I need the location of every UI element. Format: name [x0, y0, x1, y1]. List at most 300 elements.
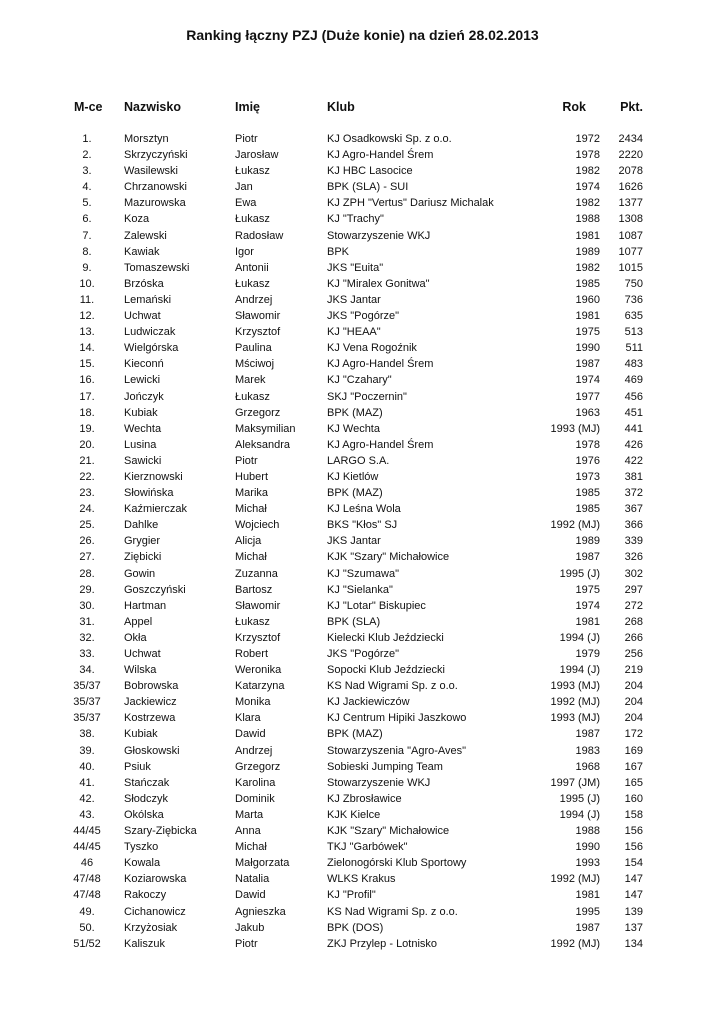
row-place: 26.: [79, 535, 95, 548]
row-first-name: Piotr: [235, 937, 258, 950]
row-club: KJ "Sielanka": [327, 583, 393, 596]
table-row: [0, 726, 725, 742]
row-first-name: Bartosz: [235, 583, 273, 596]
table-row: [0, 147, 725, 163]
row-first-name: Maksymilian: [235, 422, 296, 435]
table-row: [0, 211, 725, 227]
row-first-name: Jakub: [235, 921, 265, 934]
row-club: KJ "Lotar" Biskupiec: [327, 599, 426, 612]
row-points: 167: [624, 760, 643, 773]
row-first-name: Dawid: [235, 728, 266, 741]
row-place: 41.: [79, 776, 95, 789]
row-points: 511: [625, 342, 643, 355]
table-row: [0, 614, 725, 630]
row-points: 204: [624, 712, 643, 725]
row-points: 1626: [618, 181, 643, 194]
row-year: 1975: [575, 583, 600, 596]
row-points: 256: [624, 648, 643, 660]
row-year: 1974: [575, 181, 600, 194]
row-first-name: Michał: [235, 841, 267, 854]
table-row: [0, 662, 725, 678]
row-club: BPK (MAZ): [327, 728, 383, 741]
row-year: 1992 (MJ): [550, 696, 600, 709]
row-place: 51/52: [73, 937, 101, 950]
row-club: KJ Agro-Handel Śrem: [327, 438, 434, 451]
row-last-name: Stańczak: [124, 776, 170, 789]
row-year: 1981: [575, 615, 600, 628]
row-last-name: Tomaszewski: [124, 261, 190, 274]
row-place: 15.: [79, 358, 95, 371]
row-last-name: Kowala: [124, 857, 161, 870]
table-row: [0, 292, 725, 308]
row-club: KJ Agro-Handel Śrem: [327, 149, 434, 162]
row-points: 147: [624, 889, 643, 902]
table-row: [0, 453, 725, 469]
row-points: 266: [624, 631, 643, 644]
row-last-name: Chrzanowski: [124, 181, 187, 194]
row-place: 23.: [79, 487, 95, 500]
row-club: Stowarzyszenie WKJ: [327, 776, 431, 789]
table-row: [0, 710, 725, 726]
row-year: 1993 (MJ): [550, 422, 600, 435]
row-last-name: Koza: [124, 213, 150, 226]
row-last-name: Ziębicki: [124, 551, 162, 564]
row-last-name: Brzóska: [124, 277, 164, 290]
row-club: KJ Osadkowski Sp. z o.o.: [327, 133, 452, 145]
table-row: [0, 485, 725, 501]
table-row: [0, 630, 725, 646]
row-points: 139: [624, 905, 643, 918]
row-year: 1973: [575, 470, 600, 483]
table-row: [0, 533, 725, 549]
row-first-name: Marika: [235, 487, 269, 500]
row-place: 22.: [79, 470, 95, 483]
row-first-name: Piotr: [235, 133, 258, 145]
table-row: [0, 405, 725, 421]
row-club: KJ "Trachy": [327, 213, 384, 226]
row-last-name: Jackiewicz: [124, 696, 177, 709]
row-club: KJ "Profil": [327, 889, 376, 902]
row-points: 158: [624, 808, 643, 821]
row-last-name: Kubiak: [124, 406, 158, 419]
row-first-name: Marta: [235, 808, 264, 821]
row-place: 24.: [79, 503, 95, 516]
row-first-name: Sławomir: [235, 599, 281, 612]
row-last-name: Wielgórska: [124, 342, 179, 355]
row-place: 18.: [79, 406, 95, 419]
row-last-name: Ludwiczak: [124, 326, 176, 339]
row-year: 1987: [575, 551, 600, 564]
row-last-name: Kaliszuk: [124, 937, 165, 950]
row-points: 456: [624, 390, 643, 403]
row-last-name: Głoskowski: [124, 744, 180, 757]
row-place: 35/37: [73, 680, 101, 693]
table-row: [0, 694, 725, 710]
row-place: 47/48: [73, 873, 101, 886]
row-last-name: Wechta: [124, 422, 162, 435]
row-year: 1975: [575, 326, 600, 339]
row-year: 1982: [575, 165, 600, 178]
row-club: TKJ "Garbówek": [327, 841, 408, 854]
row-last-name: Lusina: [124, 438, 157, 451]
row-points: 2434: [618, 133, 643, 145]
row-last-name: Kaźmierczak: [124, 503, 187, 516]
row-year: 1990: [575, 841, 600, 854]
row-year: 1994 (J): [559, 631, 600, 644]
row-points: 134: [624, 937, 643, 950]
row-club: KJ Centrum Hipiki Jaszkowo: [327, 712, 467, 725]
row-last-name: Sawicki: [124, 454, 162, 467]
row-points: 172: [624, 728, 643, 741]
row-club: JKS "Pogórze": [327, 648, 400, 660]
row-year: 1995 (J): [559, 792, 600, 805]
table-row: [0, 276, 725, 292]
row-first-name: Krzysztof: [235, 326, 281, 339]
row-club: KJ Vena Rogoźnik: [327, 342, 417, 355]
row-club: JKS Jantar: [327, 293, 381, 306]
row-points: 297: [624, 583, 643, 596]
row-year: 1982: [575, 261, 600, 274]
table-row: [0, 646, 725, 662]
row-year: 1988: [575, 825, 600, 838]
row-place: 32.: [79, 631, 95, 644]
table-row: [0, 244, 725, 260]
header-club: Klub: [327, 100, 355, 114]
row-first-name: Dawid: [235, 889, 266, 902]
row-last-name: Wasilewski: [124, 165, 178, 178]
row-club: KJ Wechta: [327, 422, 380, 435]
row-last-name: Jończyk: [124, 390, 164, 403]
row-place: 6.: [82, 213, 92, 226]
row-last-name: Dahlke: [124, 519, 159, 532]
row-club: KJ Kietlów: [327, 470, 379, 483]
row-points: 426: [624, 438, 643, 451]
table-row: [0, 260, 725, 276]
row-points: 219: [624, 664, 643, 677]
row-first-name: Monika: [235, 696, 271, 709]
row-last-name: Kieconń: [124, 358, 164, 371]
row-first-name: Alicja: [235, 535, 262, 548]
row-year: 1978: [575, 438, 600, 451]
row-place: 46: [80, 857, 94, 870]
row-place: 38.: [79, 728, 95, 741]
row-club: KJ Leśna Wola: [327, 503, 401, 516]
row-first-name: Jarosław: [235, 149, 279, 162]
row-first-name: Michał: [235, 503, 267, 516]
row-first-name: Aleksandra: [235, 438, 291, 451]
row-first-name: Marek: [235, 374, 266, 387]
row-place: 49.: [79, 905, 95, 918]
row-last-name: Szary-Ziębicka: [124, 825, 197, 838]
row-first-name: Karolina: [235, 776, 276, 789]
header-place: M-ce: [74, 100, 103, 114]
row-points: 268: [624, 615, 643, 628]
row-club: KJK "Szary" Michałowice: [327, 825, 450, 838]
row-year: 1993 (MJ): [550, 712, 600, 725]
row-first-name: Grzegorz: [235, 760, 281, 773]
row-last-name: Wilska: [124, 664, 157, 677]
row-place: 19.: [79, 422, 95, 435]
table-row: [0, 549, 725, 565]
row-place: 28.: [79, 567, 95, 580]
row-place: 10.: [79, 277, 95, 290]
row-year: 1995 (J): [559, 567, 600, 580]
header-points: Pkt.: [620, 100, 643, 114]
row-year: 1985: [575, 503, 600, 516]
table-row: [0, 871, 725, 887]
row-first-name: Jan: [235, 181, 253, 194]
row-place: 11.: [79, 293, 95, 306]
row-points: 736: [624, 293, 643, 306]
row-year: 1993: [575, 857, 600, 870]
row-club: BPK (SLA): [327, 615, 381, 628]
row-year: 1982: [575, 197, 600, 210]
row-last-name: Lewicki: [124, 374, 161, 387]
row-place: 4.: [82, 181, 92, 194]
table-row: [0, 743, 725, 759]
row-club: KJ ZPH "Vertus" Dariusz Michalak: [327, 197, 494, 210]
row-last-name: Tyszko: [124, 841, 159, 854]
table-row: [0, 807, 725, 823]
row-year: 1987: [575, 358, 600, 371]
row-first-name: Michał: [235, 551, 267, 564]
row-year: 1983: [575, 744, 600, 757]
row-points: 451: [624, 406, 643, 419]
row-club: BPK: [327, 245, 350, 258]
row-place: 39.: [79, 744, 95, 757]
row-club: KJ "HEAA": [327, 326, 381, 339]
table-row: [0, 389, 725, 405]
table-row: [0, 501, 725, 517]
row-place: 30.: [79, 599, 95, 612]
table-row: [0, 887, 725, 903]
row-club: BPK (MAZ): [327, 487, 383, 500]
row-points: 169: [624, 744, 643, 757]
row-points: 635: [624, 310, 643, 323]
row-last-name: Uchwat: [124, 310, 161, 323]
table-row: [0, 839, 725, 855]
row-points: 137: [624, 921, 643, 934]
table-row: [0, 163, 725, 179]
table-row: [0, 437, 725, 453]
row-club: KJ Agro-Handel Śrem: [327, 358, 434, 371]
row-place: 17.: [79, 390, 95, 403]
row-first-name: Igor: [235, 245, 254, 258]
row-first-name: Małgorzata: [235, 857, 290, 870]
row-last-name: Kubiak: [124, 728, 158, 741]
row-last-name: Appel: [124, 615, 153, 628]
row-year: 1974: [575, 599, 600, 612]
row-first-name: Sławomir: [235, 310, 281, 323]
row-year: 1994 (J): [559, 808, 600, 821]
row-points: 154: [624, 857, 643, 870]
row-year: 1985: [575, 487, 600, 500]
row-points: 2078: [618, 165, 643, 178]
row-place: 3.: [82, 165, 92, 178]
row-place: 12.: [79, 310, 95, 323]
row-place: 44/45: [73, 841, 101, 854]
row-last-name: Okła: [124, 631, 147, 644]
row-first-name: Paulina: [235, 342, 272, 355]
row-club: ZKJ Przylep - Lotnisko: [327, 937, 438, 950]
table-row: [0, 775, 725, 791]
row-points: 367: [624, 503, 643, 516]
table-row: [0, 678, 725, 694]
row-place: 7.: [82, 229, 92, 242]
row-year: 1992 (MJ): [550, 873, 600, 886]
row-last-name: Skrzyczyński: [124, 149, 188, 162]
row-last-name: Bobrowska: [124, 680, 179, 693]
row-year: 1995: [575, 905, 600, 918]
row-club: Sopocki Klub Jeździecki: [327, 664, 446, 677]
row-place: 20.: [79, 438, 95, 451]
row-first-name: Antonii: [235, 261, 269, 274]
row-place: 27.: [79, 551, 95, 564]
row-club: BKS "Kłos" SJ: [327, 519, 398, 532]
row-year: 1981: [575, 889, 600, 902]
row-year: 1979: [575, 648, 600, 660]
row-place: 35/37: [73, 712, 101, 725]
row-points: 1087: [618, 229, 643, 242]
table-row: [0, 469, 725, 485]
ranking-table-body: [0, 131, 725, 952]
row-year: 1992 (MJ): [550, 519, 600, 532]
row-first-name: Anna: [235, 825, 261, 838]
row-place: 9.: [82, 261, 92, 274]
row-last-name: Mazurowska: [124, 197, 186, 210]
table-row: [0, 598, 725, 614]
row-first-name: Ewa: [235, 197, 257, 210]
row-points: 372: [624, 487, 643, 500]
row-first-name: Łukasz: [235, 213, 270, 226]
row-place: 16.: [79, 374, 95, 387]
table-row: [0, 904, 725, 920]
row-place: 14.: [79, 342, 95, 355]
row-year: 1960: [575, 293, 600, 306]
row-first-name: Andrzej: [235, 293, 273, 306]
row-last-name: Lemański: [124, 293, 172, 306]
row-last-name: Gowin: [124, 567, 156, 580]
row-club: Zielonogórski Klub Sportowy: [327, 857, 467, 870]
row-first-name: Piotr: [235, 454, 258, 467]
table-row: [0, 340, 725, 356]
row-place: 13.: [79, 326, 95, 339]
row-year: 1977: [575, 390, 600, 403]
row-last-name: Okólska: [124, 808, 164, 821]
row-year: 1968: [575, 760, 600, 773]
row-first-name: Agnieszka: [235, 905, 286, 918]
row-year: 1989: [575, 245, 600, 258]
table-row: [0, 179, 725, 195]
row-last-name: Koziarowska: [124, 873, 187, 886]
row-year: 1987: [575, 921, 600, 934]
row-year: 1988: [575, 213, 600, 226]
row-first-name: Radosław: [235, 229, 284, 242]
row-place: 35/37: [73, 696, 101, 709]
row-last-name: Rakoczy: [124, 889, 167, 902]
row-points: 483: [624, 358, 643, 371]
row-place: 42.: [79, 792, 95, 805]
row-last-name: Słodczyk: [124, 792, 169, 805]
table-row: [0, 823, 725, 839]
row-year: 1987: [575, 728, 600, 741]
row-club: BPK (SLA) - SUI: [327, 181, 409, 194]
row-points: 339: [624, 535, 643, 548]
row-year: 1990: [575, 342, 600, 355]
row-club: KJ "Szumawa": [327, 567, 399, 580]
row-first-name: Hubert: [235, 470, 269, 483]
row-points: 441: [624, 422, 643, 435]
row-first-name: Mściwoj: [235, 358, 275, 371]
table-row: [0, 195, 725, 211]
row-points: 272: [624, 599, 643, 612]
row-points: 156: [624, 841, 643, 854]
row-club: BPK (DOS): [327, 921, 384, 934]
row-last-name: Kostrzewa: [124, 712, 176, 725]
row-first-name: Zuzanna: [235, 567, 278, 580]
row-club: JKS Jantar: [327, 535, 381, 548]
row-year: 1963: [575, 406, 600, 419]
table-row: [0, 421, 725, 437]
table-row: [0, 920, 725, 936]
row-points: 513: [624, 326, 643, 339]
row-place: 40.: [79, 760, 95, 773]
row-place: 2.: [82, 149, 92, 162]
row-first-name: Robert: [235, 648, 269, 660]
row-first-name: Łukasz: [235, 277, 270, 290]
page-title: Ranking łączny PZJ (Duże konie) na dzień 28.02.2013: [186, 27, 539, 43]
row-first-name: Grzegorz: [235, 406, 281, 419]
row-last-name: Grygier: [124, 535, 161, 548]
row-year: 1978: [575, 149, 600, 162]
row-last-name: Krzyżosiak: [124, 921, 178, 934]
row-club: KS Nad Wigrami Sp. z o.o.: [327, 680, 458, 693]
table-row: [0, 759, 725, 775]
row-club: KJ "Czahary": [327, 374, 392, 387]
row-points: 147: [624, 873, 643, 886]
row-club: BPK (MAZ): [327, 406, 383, 419]
row-last-name: Słowińska: [124, 487, 174, 500]
table-row: [0, 855, 725, 871]
row-club: KS Nad Wigrami Sp. z o.o.: [327, 905, 458, 918]
row-club: LARGO S.A.: [327, 454, 390, 467]
row-place: 31.: [79, 615, 95, 628]
row-club: KJK "Szary" Michałowice: [327, 551, 450, 564]
table-row: [0, 517, 725, 533]
row-place: 5.: [82, 197, 92, 210]
table-row: [0, 372, 725, 388]
row-last-name: Goszczyński: [124, 583, 186, 596]
row-points: 422: [624, 454, 643, 467]
row-club: Stowarzyszenie WKJ: [327, 229, 431, 242]
row-club: SKJ "Poczernin": [327, 390, 407, 403]
table-row: [0, 936, 725, 952]
row-points: 156: [624, 825, 643, 838]
table-row: [0, 228, 725, 244]
row-points: 204: [624, 696, 643, 709]
header-last-name: Nazwisko: [124, 100, 181, 114]
row-year: 1981: [575, 229, 600, 242]
row-year: 1989: [575, 535, 600, 548]
row-first-name: Łukasz: [235, 390, 270, 403]
row-last-name: Morsztyn: [124, 133, 169, 145]
row-club: Sobieski Jumping Team: [327, 760, 443, 773]
row-points: 302: [624, 567, 643, 580]
row-club: Stowarzyszenia "Agro-Aves": [327, 744, 467, 757]
row-place: 25.: [79, 519, 95, 532]
row-club: KJ Jackiewiczów: [327, 696, 410, 709]
row-first-name: Dominik: [235, 792, 275, 805]
